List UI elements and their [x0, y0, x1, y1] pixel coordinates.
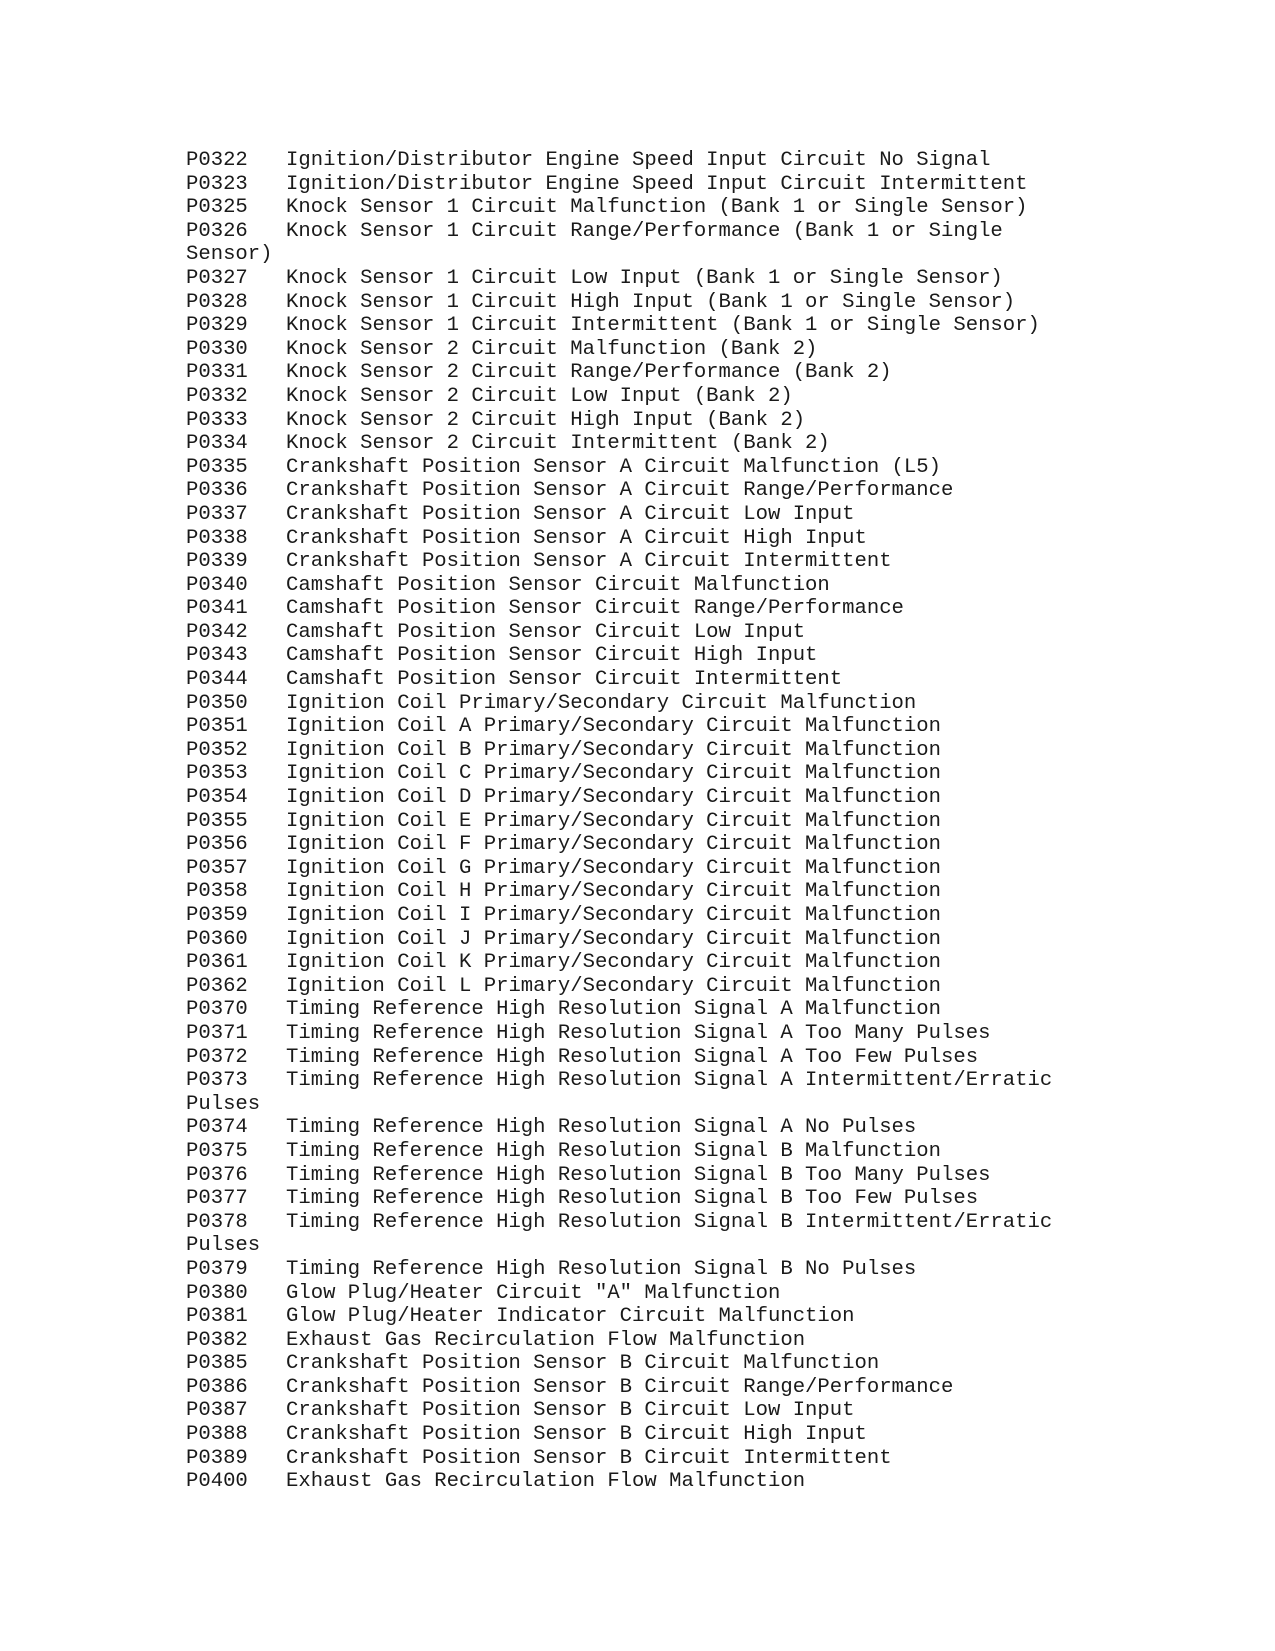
- code-description: Crankshaft Position Sensor B Circuit Intermittent: [286, 1446, 892, 1470]
- code-description: Ignition Coil I Primary/Secondary Circuit Malfunction: [286, 904, 941, 927]
- trouble-code: P0351: [186, 715, 248, 739]
- code-entry: [186, 173, 1052, 197]
- code-description: Crankshaft Position Sensor B Circuit Low Input: [286, 1399, 855, 1423]
- code-description: Crankshaft Position Sensor A Circuit High Input: [286, 526, 867, 550]
- code-entry: [186, 975, 1052, 999]
- code-description: Knock Sensor 2 Circuit Low Input (Bank 2): [286, 384, 793, 408]
- code-entry: [186, 1069, 1052, 1093]
- trouble-code: P0330: [186, 337, 248, 361]
- trouble-code: P0382: [186, 1328, 248, 1352]
- code-entry: [186, 574, 1052, 598]
- code-entry: [186, 998, 1052, 1022]
- code-description: Crankshaft Position Sensor B Circuit High Input: [286, 1423, 867, 1447]
- trouble-code: P0389: [186, 1446, 248, 1470]
- code-entry: [186, 550, 1052, 574]
- code-entry: [186, 621, 1052, 645]
- code-description: Ignition Coil H Primary/Secondary Circuit Malfunction: [286, 880, 941, 904]
- code-entry: [186, 1352, 1052, 1376]
- code-description: Crankshaft Position Sensor A Circuit Intermittent: [286, 550, 892, 574]
- code-entry: [186, 739, 1052, 763]
- code-description: Knock Sensor 1 Circuit High Input (Bank 1 or Single Sensor): [286, 290, 1016, 314]
- trouble-code-list: [186, 149, 1052, 1494]
- code-entry: [186, 1140, 1052, 1164]
- code-description: Camshaft Position Sensor Circuit High Input: [286, 644, 818, 668]
- code-entry: [186, 762, 1052, 786]
- trouble-code: P0344: [186, 668, 248, 692]
- wrapped-line: [186, 243, 1052, 267]
- trouble-code: P0377: [186, 1187, 248, 1211]
- trouble-code: P0350: [186, 691, 248, 715]
- trouble-code: P0335: [186, 455, 248, 479]
- trouble-code: P0370: [186, 998, 248, 1022]
- code-entry: [186, 456, 1052, 480]
- code-entry: [186, 597, 1052, 621]
- trouble-code: P0322: [186, 149, 248, 172]
- code-description: Timing Reference High Resolution Signal A Malfunction: [286, 998, 941, 1022]
- trouble-code: P0374: [186, 1116, 248, 1140]
- trouble-code: P0341: [186, 597, 248, 621]
- code-description: Timing Reference High Resolution Signal B Malfunction: [286, 1139, 941, 1163]
- code-description: Crankshaft Position Sensor A Circuit Malfunction (L5): [286, 455, 941, 479]
- code-description: Ignition Coil G Primary/Secondary Circuit Malfunction: [286, 856, 941, 880]
- code-description: Timing Reference High Resolution Signal A No Pulses: [286, 1116, 917, 1140]
- code-description: Ignition Coil B Primary/Secondary Circuit Malfunction: [286, 738, 941, 762]
- code-entry: [186, 1046, 1052, 1070]
- code-description: Knock Sensor 1 Circuit Malfunction (Bank 1 or Single Sensor): [286, 196, 1028, 220]
- code-description: Ignition Coil J Primary/Secondary Circuit Malfunction: [286, 927, 941, 951]
- trouble-code: P0336: [186, 479, 248, 503]
- code-entry: [186, 267, 1052, 291]
- code-entry: [186, 810, 1052, 834]
- code-entry: [186, 1376, 1052, 1400]
- trouble-code: P0379: [186, 1257, 248, 1281]
- trouble-code: P0343: [186, 644, 248, 668]
- trouble-code: P0339: [186, 550, 248, 574]
- code-entry: [186, 1399, 1052, 1423]
- code-description: Exhaust Gas Recirculation Flow Malfunction: [286, 1470, 806, 1494]
- code-entry: [186, 951, 1052, 975]
- code-entry: [186, 644, 1052, 668]
- code-entry: [186, 1211, 1052, 1235]
- code-entry: [186, 1022, 1052, 1046]
- trouble-code: P0323: [186, 172, 248, 196]
- code-description: Ignition Coil D Primary/Secondary Circuit Malfunction: [286, 786, 941, 810]
- code-description: Knock Sensor 2 Circuit Intermittent (Bank 2): [286, 432, 830, 456]
- trouble-code: P0373: [186, 1069, 248, 1093]
- code-description: Ignition Coil Primary/Secondary Circuit Malfunction: [286, 691, 917, 715]
- code-description: Knock Sensor 1 Circuit Intermittent (Bank 1 or Single Sensor): [286, 314, 1040, 338]
- code-description: Knock Sensor 1 Circuit Low Input (Bank 1 or Single Sensor): [286, 266, 1003, 290]
- code-entry: [186, 880, 1052, 904]
- trouble-code: P0342: [186, 620, 248, 644]
- code-entry: [186, 1282, 1052, 1306]
- trouble-code: P0358: [186, 880, 248, 904]
- code-description: Crankshaft Position Sensor B Circuit Malfunction: [286, 1352, 880, 1376]
- trouble-code: P0325: [186, 196, 248, 220]
- code-description-continuation: Pulses: [186, 1092, 261, 1116]
- trouble-code: P0361: [186, 951, 248, 975]
- code-description: Knock Sensor 2 Circuit High Input (Bank 2): [286, 408, 806, 432]
- trouble-code: P0376: [186, 1163, 248, 1187]
- wrapped-line: [186, 1234, 1052, 1258]
- code-entry: [186, 1187, 1052, 1211]
- trouble-code: P0362: [186, 974, 248, 998]
- code-description: Knock Sensor 2 Circuit Range/Performance (Bank 2): [286, 361, 892, 385]
- trouble-code: P0329: [186, 314, 248, 338]
- code-entry: [186, 503, 1052, 527]
- trouble-code: P0375: [186, 1139, 248, 1163]
- code-description: Knock Sensor 1 Circuit Range/Performance (Bank 1 or Single: [286, 219, 1003, 243]
- code-entry: [186, 220, 1052, 244]
- code-description: Ignition Coil A Primary/Secondary Circuit Malfunction: [286, 715, 941, 739]
- code-entry: [186, 409, 1052, 433]
- code-description: Camshaft Position Sensor Circuit Low Input: [286, 620, 806, 644]
- code-entry: [186, 1305, 1052, 1329]
- code-description: Exhaust Gas Recirculation Flow Malfunction: [286, 1328, 806, 1352]
- trouble-code: P0354: [186, 786, 248, 810]
- trouble-code: P0388: [186, 1423, 248, 1447]
- trouble-code: P0385: [186, 1352, 248, 1376]
- code-description-continuation: Pulses: [186, 1234, 261, 1258]
- trouble-code: P0340: [186, 573, 248, 597]
- trouble-code: P0333: [186, 408, 248, 432]
- code-description: Timing Reference High Resolution Signal B Too Few Pulses: [286, 1187, 979, 1211]
- trouble-code: P0372: [186, 1045, 248, 1069]
- code-entry: [186, 1423, 1052, 1447]
- code-entry: [186, 361, 1052, 385]
- code-description: Ignition Coil C Primary/Secondary Circuit Malfunction: [286, 762, 941, 786]
- code-entry: [186, 196, 1052, 220]
- trouble-code: P0359: [186, 904, 248, 927]
- trouble-code: P0338: [186, 526, 248, 550]
- code-description: Camshaft Position Sensor Circuit Range/Performance: [286, 597, 904, 621]
- code-description: Ignition Coil F Primary/Secondary Circuit Malfunction: [286, 833, 941, 857]
- code-description: Ignition Coil L Primary/Secondary Circuit Malfunction: [286, 974, 941, 998]
- code-description-continuation: Sensor): [186, 243, 273, 267]
- code-description: Camshaft Position Sensor Circuit Intermittent: [286, 668, 843, 692]
- code-description: Ignition/Distributor Engine Speed Input Circuit Intermittent: [286, 172, 1028, 196]
- code-entry: [186, 1258, 1052, 1282]
- trouble-code: P0353: [186, 762, 248, 786]
- code-description: Camshaft Position Sensor Circuit Malfunction: [286, 573, 830, 597]
- code-description: Glow Plug/Heater Circuit "A" Malfunction: [286, 1281, 781, 1305]
- trouble-code: P0381: [186, 1305, 248, 1329]
- trouble-code: P0360: [186, 927, 248, 951]
- code-description: Timing Reference High Resolution Signal B Intermittent/Erratic: [286, 1210, 1053, 1234]
- trouble-code: P0355: [186, 809, 248, 833]
- trouble-code: P0331: [186, 361, 248, 385]
- code-description: Crankshaft Position Sensor B Circuit Range/Performance: [286, 1375, 954, 1399]
- code-description: Timing Reference High Resolution Signal A Intermittent/Erratic: [286, 1069, 1053, 1093]
- code-description: Crankshaft Position Sensor A Circuit Range/Performance: [286, 479, 954, 503]
- trouble-code: P0356: [186, 833, 248, 857]
- code-entry: [186, 715, 1052, 739]
- code-entry: [186, 833, 1052, 857]
- code-entry: [186, 432, 1052, 456]
- trouble-code: P0334: [186, 432, 248, 456]
- code-entry: [186, 1447, 1052, 1471]
- code-entry: [186, 1116, 1052, 1140]
- code-description: Timing Reference High Resolution Signal A Too Many Pulses: [286, 1021, 991, 1045]
- code-description: Timing Reference High Resolution Signal B Too Many Pulses: [286, 1163, 991, 1187]
- code-entry: [186, 904, 1052, 928]
- code-entry: [186, 692, 1052, 716]
- trouble-code: P0352: [186, 738, 248, 762]
- code-description: Timing Reference High Resolution Signal B No Pulses: [286, 1257, 917, 1281]
- trouble-code: P0378: [186, 1210, 248, 1234]
- wrapped-line: [186, 1093, 1052, 1117]
- code-entry: [186, 527, 1052, 551]
- code-entry: [186, 149, 1052, 173]
- code-entry: [186, 857, 1052, 881]
- trouble-code: P0400: [186, 1470, 248, 1494]
- code-description: Knock Sensor 2 Circuit Malfunction (Bank 2): [286, 337, 818, 361]
- code-entry: [186, 1164, 1052, 1188]
- trouble-code: P0328: [186, 290, 248, 314]
- code-entry: [186, 314, 1052, 338]
- trouble-code: P0357: [186, 856, 248, 880]
- trouble-code: P0380: [186, 1281, 248, 1305]
- trouble-code: P0326: [186, 219, 248, 243]
- code-entry: [186, 291, 1052, 315]
- trouble-code: P0337: [186, 502, 248, 526]
- code-description: Timing Reference High Resolution Signal A Too Few Pulses: [286, 1045, 979, 1069]
- code-entry: [186, 1329, 1052, 1353]
- trouble-code: P0386: [186, 1375, 248, 1399]
- code-entry: [186, 385, 1052, 409]
- trouble-code: P0332: [186, 384, 248, 408]
- trouble-code: P0371: [186, 1021, 248, 1045]
- trouble-code: P0327: [186, 266, 248, 290]
- trouble-code: P0387: [186, 1399, 248, 1423]
- code-description: Ignition Coil K Primary/Secondary Circuit Malfunction: [286, 951, 941, 975]
- code-entry: [186, 479, 1052, 503]
- code-entry: [186, 1470, 1052, 1494]
- code-entry: [186, 668, 1052, 692]
- code-description: Ignition/Distributor Engine Speed Input Circuit No Signal: [286, 149, 991, 172]
- code-entry: [186, 786, 1052, 810]
- code-entry: [186, 338, 1052, 362]
- code-description: Crankshaft Position Sensor A Circuit Low Input: [286, 502, 855, 526]
- code-description: Ignition Coil E Primary/Secondary Circuit Malfunction: [286, 809, 941, 833]
- code-entry: [186, 928, 1052, 952]
- code-description: Glow Plug/Heater Indicator Circuit Malfunction: [286, 1305, 855, 1329]
